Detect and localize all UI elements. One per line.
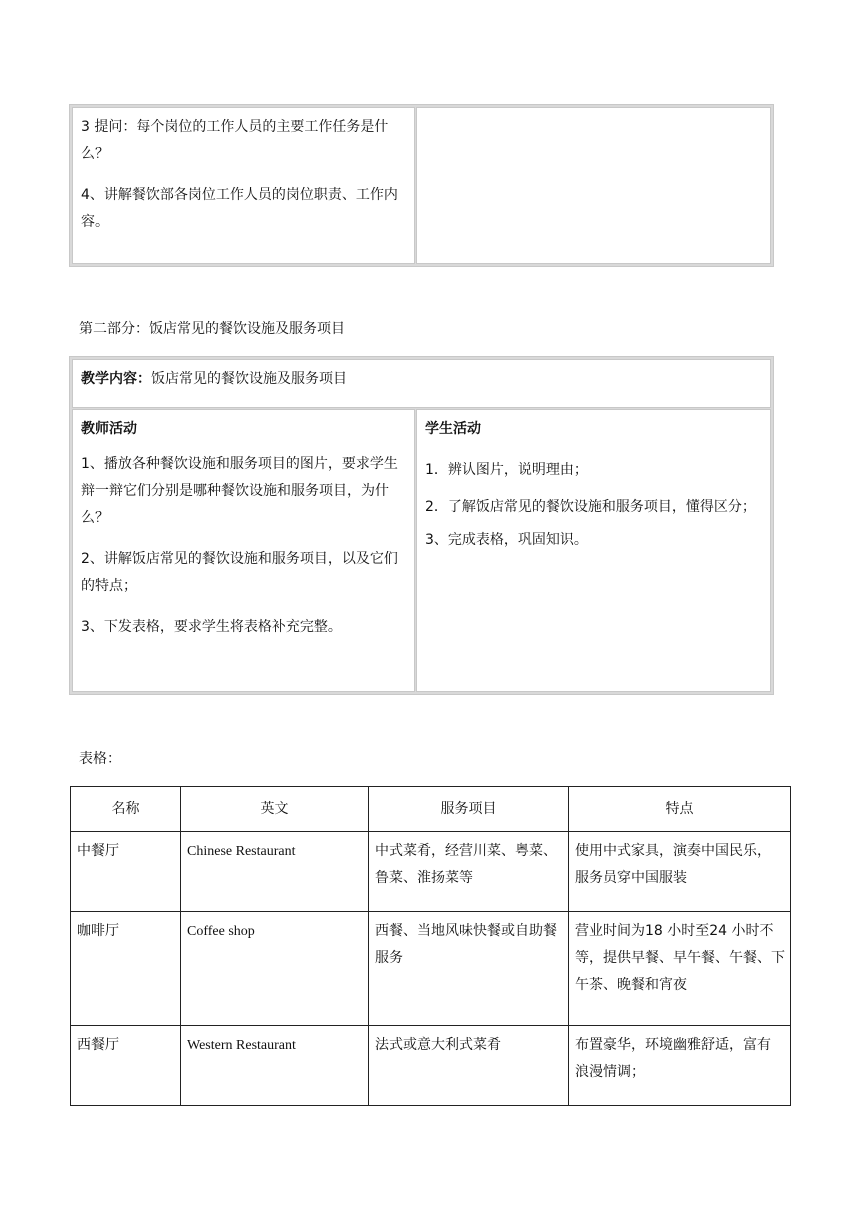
- section2-heading: 第二部分：饭店常见的餐饮设施及服务项目: [79, 321, 345, 337]
- table1-frame: [69, 104, 774, 267]
- facility-table: [70, 786, 791, 1106]
- header-name: 名称: [71, 787, 181, 832]
- table-label: 表格：: [79, 751, 121, 767]
- cell-feature: 营业时间为18 小时至24 小时不等，提供早餐、早午餐、午餐、下午茶、晚餐和宵夜: [569, 912, 791, 1026]
- teacher-header: 教师活动: [81, 421, 137, 437]
- cell-english: Coffee shop: [181, 912, 369, 1026]
- teacher-activity-cell: [72, 409, 415, 692]
- teacher-item-1: 1、播放各种餐饮设施和服务项目的图片，要求学生辩一辩它们分别是哪种餐饮设施和服务项目，为什么？: [81, 456, 398, 526]
- header-english: 英文: [181, 787, 369, 832]
- student-activity-cell: [416, 409, 771, 692]
- student-header: 学生活动: [425, 421, 481, 437]
- content-value: 饭店常见的餐饮设施及服务项目: [151, 371, 347, 387]
- table-row: [71, 832, 791, 912]
- teacher-item-2: 2、讲解饭店常见的餐饮设施和服务项目，以及它们的特点；: [81, 551, 398, 594]
- student-item-2: 2．了解饭店常见的餐饮设施和服务项目，懂得区分；: [425, 499, 756, 515]
- cell-service: 西餐、当地风味快餐或自助餐服务: [369, 912, 569, 1026]
- teacher-item-3: 3、下发表格，要求学生将表格补充完整。: [81, 619, 342, 635]
- cell-english: Chinese Restaurant: [181, 832, 369, 912]
- cell-feature: 使用中式家具，演奏中国民乐，服务员穿中国服装: [569, 832, 791, 912]
- cell-name: 咖啡厅: [71, 912, 181, 1026]
- cell-feature: 布置豪华，环境幽雅舒适，富有浪漫情调；: [569, 1026, 791, 1106]
- header-service: 服务项目: [369, 787, 569, 832]
- header-feature: 特点: [569, 787, 791, 832]
- table1-right-cell: [416, 107, 771, 264]
- table2-content-row: [72, 359, 771, 408]
- table2-frame: [69, 356, 774, 695]
- cell-name: 中餐厅: [71, 832, 181, 912]
- cell-service: 中式菜肴，经营川菜、粤菜、鲁菜、淮扬菜等: [369, 832, 569, 912]
- table-row: [71, 1026, 791, 1106]
- student-item-1: 1．辨认图片，说明理由；: [425, 462, 588, 478]
- table1-para-1: 3 提问：每个岗位的工作人员的主要工作任务是什么？: [81, 119, 389, 162]
- student-item-3: 3、完成表格，巩固知识。: [425, 532, 588, 548]
- cell-service: 法式或意大利式菜肴: [369, 1026, 569, 1106]
- content-label: 教学内容：: [81, 371, 151, 387]
- table-row: [71, 912, 791, 1026]
- cell-name: 西餐厅: [71, 1026, 181, 1106]
- table1-left-cell: [72, 107, 415, 264]
- cell-english: Western Restaurant: [181, 1026, 369, 1106]
- table-header-row: [71, 787, 791, 832]
- table1-para-2: 4、讲解餐饮部各岗位工作人员的岗位职责、工作内容。: [81, 187, 398, 230]
